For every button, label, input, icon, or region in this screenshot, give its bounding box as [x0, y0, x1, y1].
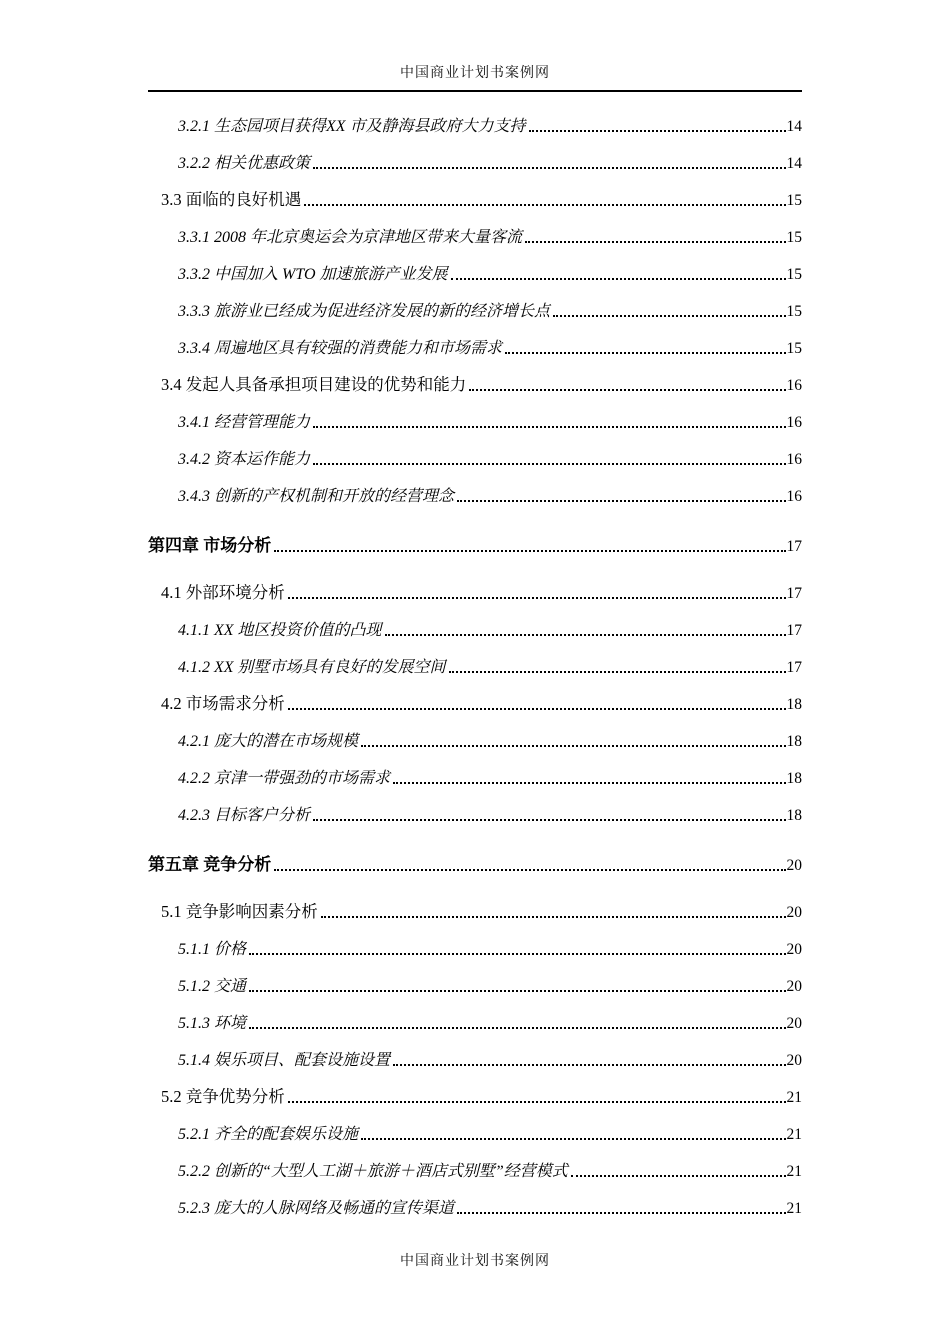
toc-entry-page: 15 [786, 192, 802, 209]
toc-entry-label: 第五章 竞争分析 [148, 855, 272, 874]
toc-entry[interactable] [148, 1151, 802, 1188]
toc-entry[interactable] [148, 365, 802, 402]
toc-entry-page: 21 [786, 1126, 802, 1143]
toc-entry-label: 3.3.4 周遍地区具有较强的消费能力和市场需求 [178, 340, 503, 357]
toc-entry[interactable] [148, 929, 802, 966]
dot-leader [274, 869, 785, 871]
toc-entry[interactable] [148, 758, 802, 795]
toc-entry[interactable] [148, 254, 802, 291]
toc-entry-page: 20 [786, 1015, 802, 1032]
toc-entry[interactable] [148, 526, 802, 563]
toc-entry[interactable] [148, 795, 802, 832]
toc-entry-label: 4.1.2 XX 别墅市场具有良好的发展空间 [178, 659, 446, 676]
toc-entry-page: 17 [786, 585, 802, 602]
toc-entry-label: 4.1 外部环境分析 [161, 583, 285, 602]
toc-list [148, 106, 802, 1225]
toc-entry[interactable] [148, 1114, 802, 1151]
toc-entry[interactable] [148, 647, 802, 684]
toc-entry-page: 21 [786, 1089, 802, 1106]
toc-entry-page: 18 [786, 696, 802, 713]
toc-entry-page: 14 [786, 118, 802, 135]
toc-entry[interactable] [148, 1188, 802, 1225]
toc-entry-label: 4.2.2 京津一带强劲的市场需求 [178, 770, 391, 787]
dot-leader [288, 1101, 786, 1103]
toc-entry-page: 20 [786, 1052, 802, 1069]
toc-entry-label: 3.3.3 旅游业已经成为促进经济发展的新的经济增长点 [178, 303, 551, 320]
toc-entry-page: 16 [786, 377, 802, 394]
toc-entry-page: 20 [786, 978, 802, 995]
toc-entry[interactable] [148, 966, 802, 1003]
dot-leader [313, 819, 785, 821]
toc-entry-label: 3.2.2 相关优惠政策 [178, 155, 311, 172]
toc-entry-page: 16 [786, 488, 802, 505]
dot-leader [451, 278, 786, 280]
toc-entry[interactable] [148, 328, 802, 365]
dot-leader [469, 389, 785, 391]
toc-entry[interactable] [148, 476, 802, 513]
toc-entry-page: 17 [786, 538, 802, 555]
dot-leader [553, 315, 785, 317]
toc-entry[interactable] [148, 1003, 802, 1040]
toc-entry-page: 15 [786, 303, 802, 320]
toc-entry-page: 18 [786, 807, 802, 824]
toc-entry-page: 15 [786, 266, 802, 283]
toc-entry-label: 5.2.1 齐全的配套娱乐设施 [178, 1126, 359, 1143]
dot-leader [313, 426, 785, 428]
toc-entry-label: 5.1.1 价格 [178, 941, 247, 958]
toc-entry-page: 20 [786, 941, 802, 958]
toc-entry[interactable] [148, 1077, 802, 1114]
toc-entry[interactable] [148, 892, 802, 929]
toc-entry[interactable] [148, 573, 802, 610]
toc-entry[interactable] [148, 106, 802, 143]
toc-entry-label: 5.1.2 交通 [178, 978, 247, 995]
toc-entry-label: 5.1 竞争影响因素分析 [161, 902, 318, 921]
toc-entry-label: 5.2.2 创新的“大型人工湖＋旅游＋酒店式别墅”经营模式 [178, 1163, 568, 1180]
toc-entry-page: 15 [786, 229, 802, 246]
dot-leader [288, 597, 786, 599]
toc-entry-label: 3.4.2 资本运作能力 [178, 451, 311, 468]
dot-leader [304, 204, 785, 206]
toc-entry-page: 20 [786, 904, 802, 921]
toc-entry[interactable] [148, 291, 802, 328]
toc-entry-label: 3.2.1 生态园项目获得XX 市及静海县政府大力支持 [178, 118, 526, 135]
toc-entry-label: 5.2 竞争优势分析 [161, 1087, 285, 1106]
toc-entry-page: 16 [786, 451, 802, 468]
dot-leader [361, 745, 785, 747]
toc-entry[interactable] [148, 1040, 802, 1077]
dot-leader [457, 500, 785, 502]
toc-entry-page: 21 [786, 1163, 802, 1180]
dot-leader [249, 1027, 785, 1029]
dot-leader [321, 916, 786, 918]
dot-leader [457, 1212, 785, 1214]
dot-leader [249, 990, 785, 992]
dot-leader [505, 352, 785, 354]
dot-leader [525, 241, 785, 243]
toc-entry-label: 3.4 发起人具备承担项目建设的优势和能力 [161, 375, 467, 394]
toc-entry-label: 3.4.1 经营管理能力 [178, 414, 311, 431]
toc-entry-page: 18 [786, 770, 802, 787]
toc-entry-label: 第四章 市场分析 [148, 536, 272, 555]
toc-entry-page: 21 [786, 1200, 802, 1217]
dot-leader [385, 634, 786, 636]
dot-leader [361, 1138, 785, 1140]
toc-entry-label: 4.2 市场需求分析 [161, 694, 285, 713]
toc-entry-page: 14 [786, 155, 802, 172]
toc-entry[interactable] [148, 684, 802, 721]
toc-entry-page: 17 [786, 659, 802, 676]
dot-leader [288, 708, 786, 710]
toc-entry-page: 15 [786, 340, 802, 357]
toc-entry[interactable] [148, 439, 802, 476]
toc-entry-label: 3.3.1 2008 年北京奥运会为京津地区带来大量客流 [178, 229, 523, 246]
dot-leader [313, 167, 785, 169]
dot-leader [313, 463, 785, 465]
toc-entry-page: 17 [786, 622, 802, 639]
dot-leader [393, 782, 785, 784]
toc-entry[interactable] [148, 721, 802, 758]
toc-entry-page: 18 [786, 733, 802, 750]
toc-entry-label: 3.3 面临的良好机遇 [161, 190, 302, 209]
toc-entry-label: 3.3.2 中国加入 WTO 加速旅游产业发展 [178, 266, 448, 283]
header-rule [148, 90, 802, 92]
toc-entry[interactable] [148, 402, 802, 439]
toc-entry[interactable] [148, 180, 802, 217]
dot-leader [274, 550, 785, 552]
toc-entry-label: 3.4.3 创新的产权机制和开放的经营理念 [178, 488, 455, 505]
dot-leader [393, 1064, 785, 1066]
dot-leader [529, 130, 786, 132]
toc-entry[interactable] [148, 845, 802, 882]
toc-entry-label: 5.2.3 庞大的人脉网络及畅通的宣传渠道 [178, 1200, 455, 1217]
page-header-text: 中国商业计划书案例网 [400, 66, 550, 81]
toc-entry-label: 4.2.1 庞大的潜在市场规模 [178, 733, 359, 750]
toc-entry-page: 16 [786, 414, 802, 431]
toc-entry[interactable] [148, 217, 802, 254]
toc-entry-label: 5.1.4 娱乐项目、配套设施设置 [178, 1052, 391, 1069]
dot-leader [249, 953, 785, 955]
toc-entry[interactable] [148, 610, 802, 647]
dot-leader [571, 1175, 786, 1177]
dot-leader [449, 671, 786, 673]
toc-entry-label: 4.1.1 XX 地区投资价值的凸现 [178, 622, 382, 639]
toc-entry-label: 4.2.3 目标客户分析 [178, 807, 311, 824]
page-footer-text: 中国商业计划书案例网 [400, 1254, 550, 1269]
toc-entry-label: 5.1.3 环境 [178, 1015, 247, 1032]
toc-entry-page: 20 [786, 857, 802, 874]
toc-entry[interactable] [148, 143, 802, 180]
